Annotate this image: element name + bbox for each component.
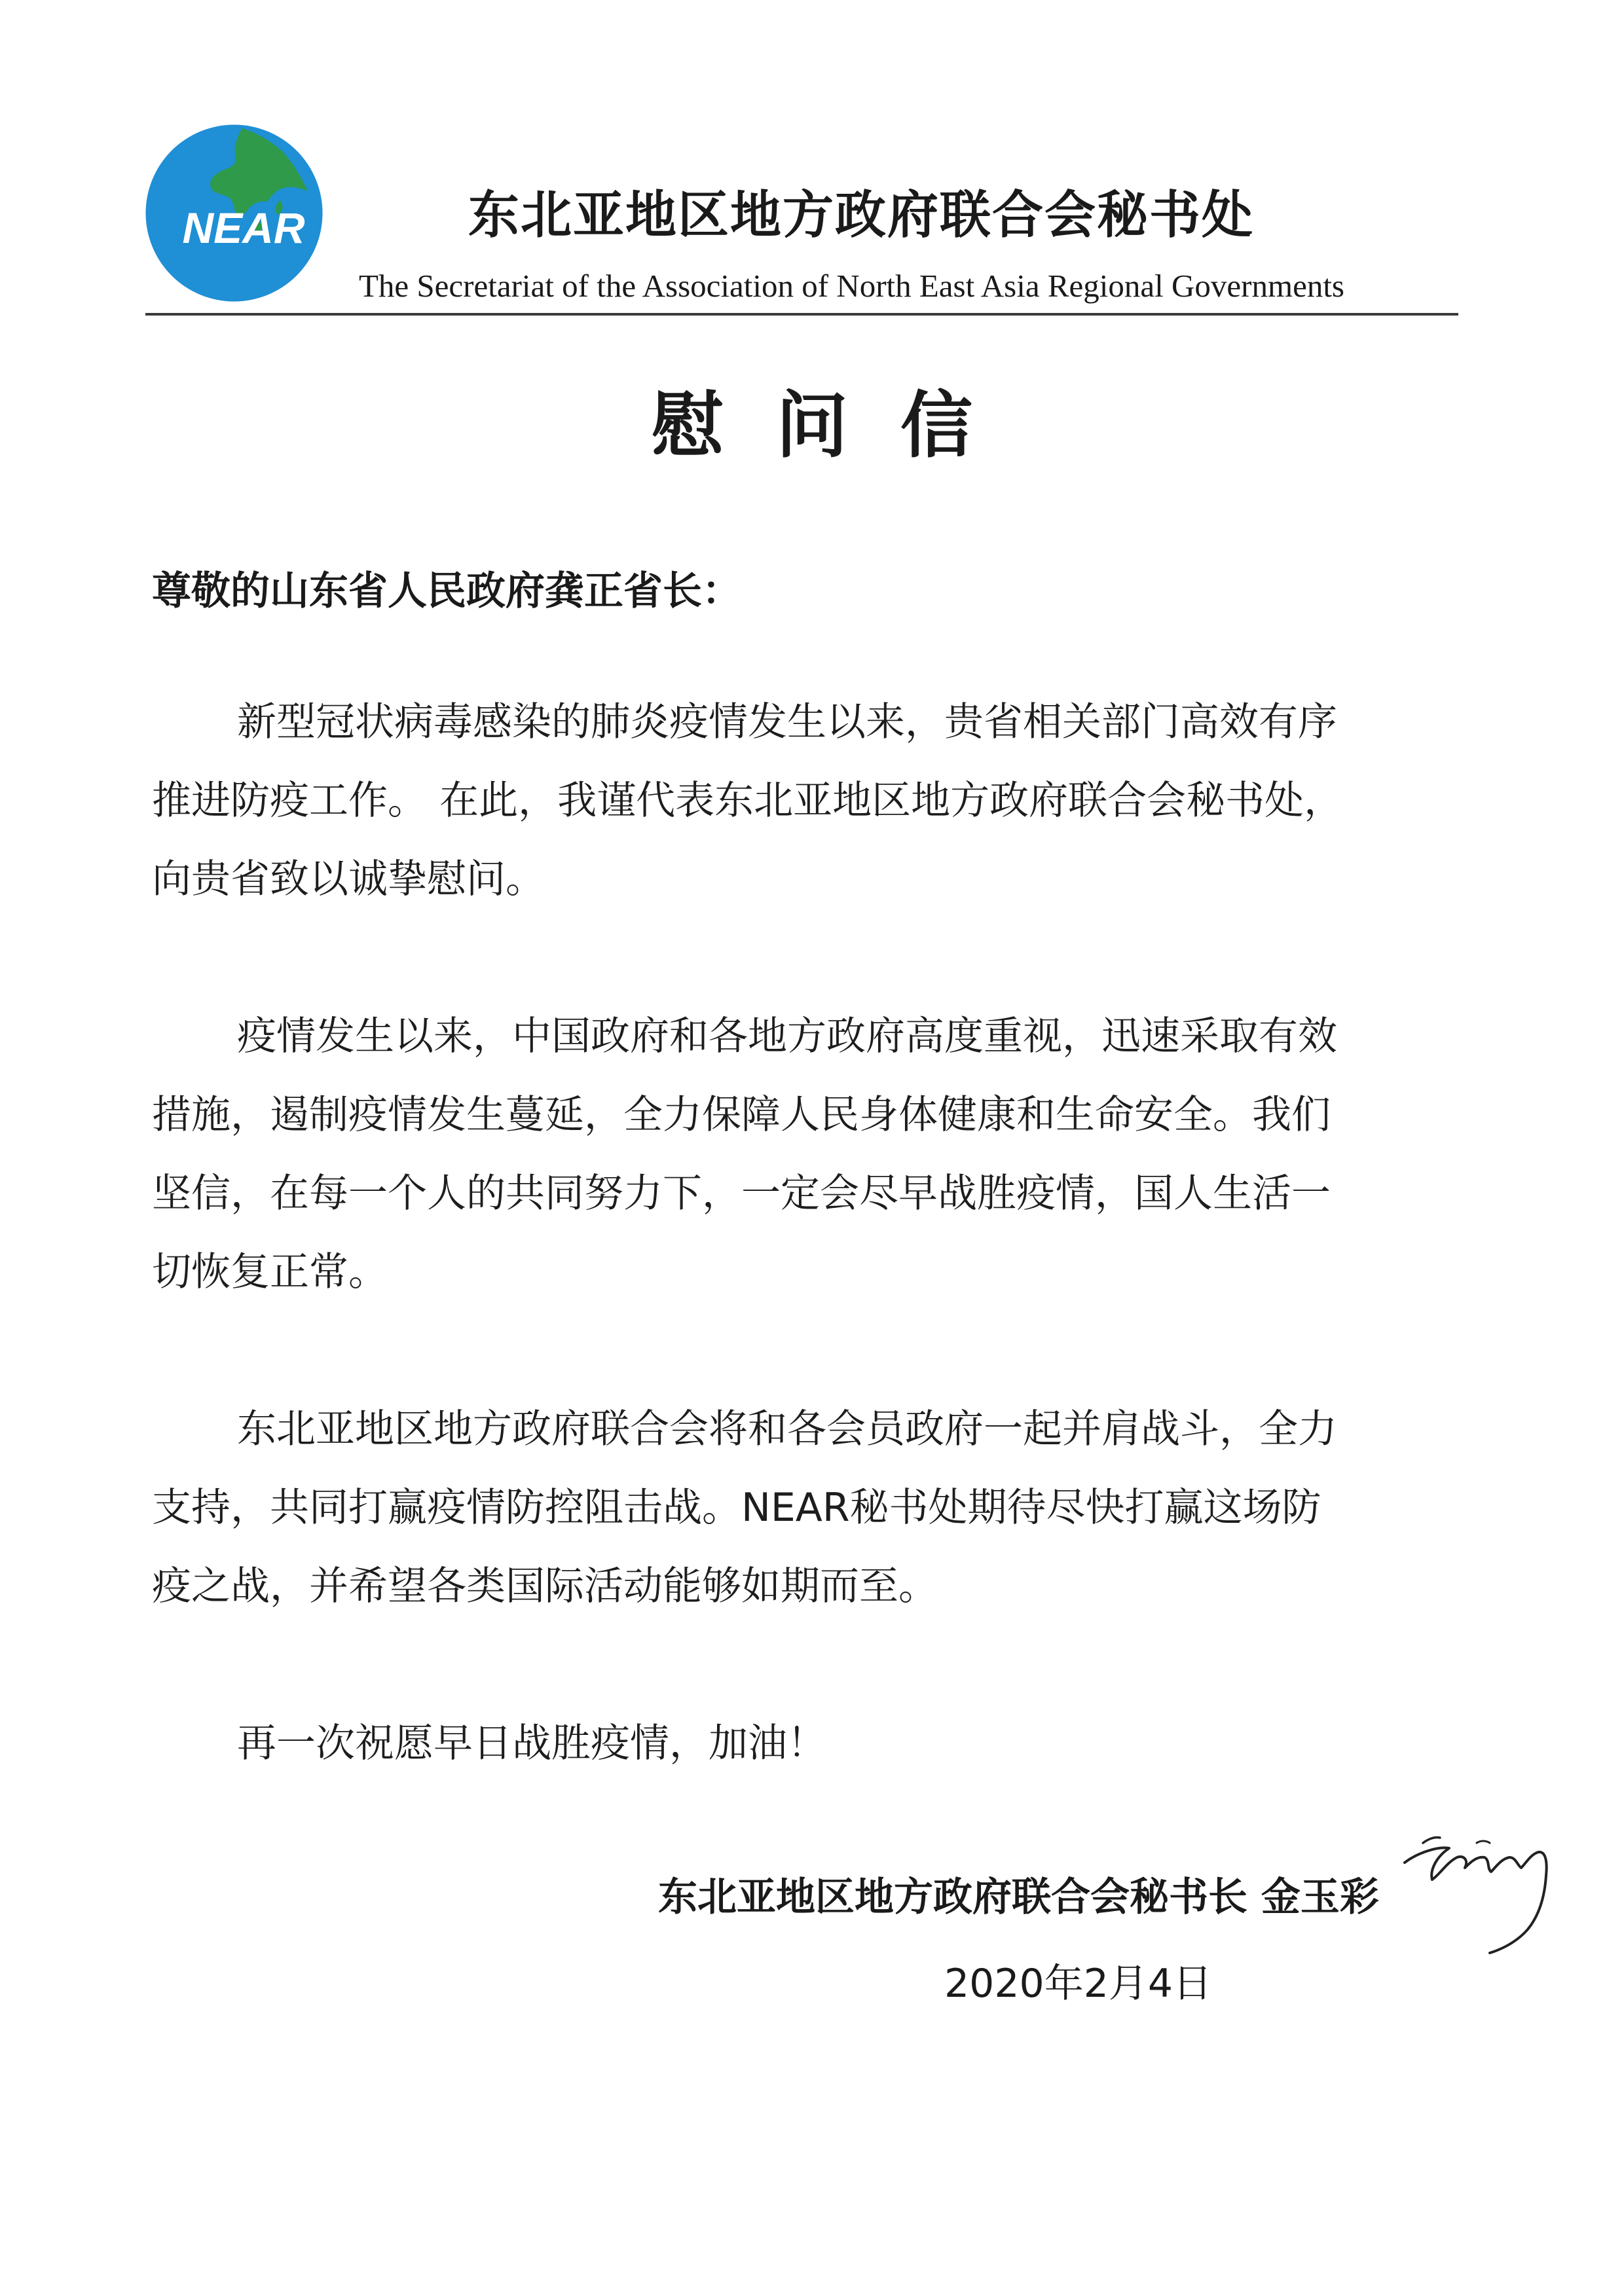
paragraph-2-line-1: 疫情发生以来，中国政府和各地方政府高度重视，迅速采取有效	[237, 1013, 1337, 1059]
paragraph-1-line-3: 向贵省致以诚挚慰问。	[152, 856, 545, 902]
paragraph-1-line-1: 新型冠状病毒感染的肺炎疫情发生以来，贵省相关部门高效有序	[237, 699, 1337, 745]
salutation: 尊敬的山东省人民政府龚正省长：	[152, 568, 741, 614]
near-logo	[144, 123, 324, 303]
handwritten-signature	[1392, 1817, 1562, 1974]
paragraph-2-line-3: 坚信，在每一个人的共同努力下，一定会尽早战胜疫情，国人生活一	[152, 1171, 1331, 1216]
paragraph-2-line-4: 切恢复正常。	[152, 1249, 388, 1295]
paragraph-1-line-2: 推进防疫工作。 在此，我谨代表东北亚地区地方政府联合会秘书处，	[152, 778, 1344, 824]
letter-date: 2020年2月4日	[944, 1961, 1213, 2007]
org-name-cn: 东北亚地区地方政府联合会秘书处	[468, 186, 1255, 245]
paragraph-2-line-2: 措施，遏制疫情发生蔓延，全力保障人民身体健康和生命安全。我们	[152, 1092, 1331, 1138]
paragraph-3-line-2: 支持，共同打赢疫情防控阻击战。NEAR秘书处期待尽快打赢这场防	[152, 1485, 1321, 1531]
paragraph-3-line-1: 东北亚地区地方政府联合会将和各会员政府一起并肩战斗，全力	[237, 1406, 1337, 1452]
letterhead-divider	[145, 313, 1458, 316]
paragraph-3-line-3: 疫之战，并希望各类国际活动能够如期而至。	[152, 1563, 938, 1609]
signatory-name: 东北亚地区地方政府联合会秘书长 金玉彩	[658, 1874, 1379, 1920]
org-name-en: The Secretariat of the Association of North East Asia Regional Governments	[359, 268, 1345, 304]
letter-title: 慰问信	[652, 384, 1025, 467]
paragraph-4-line-1: 再一次祝愿早日战胜疫情，加油！	[237, 1721, 826, 1766]
logo-text: NEAR	[182, 204, 305, 252]
